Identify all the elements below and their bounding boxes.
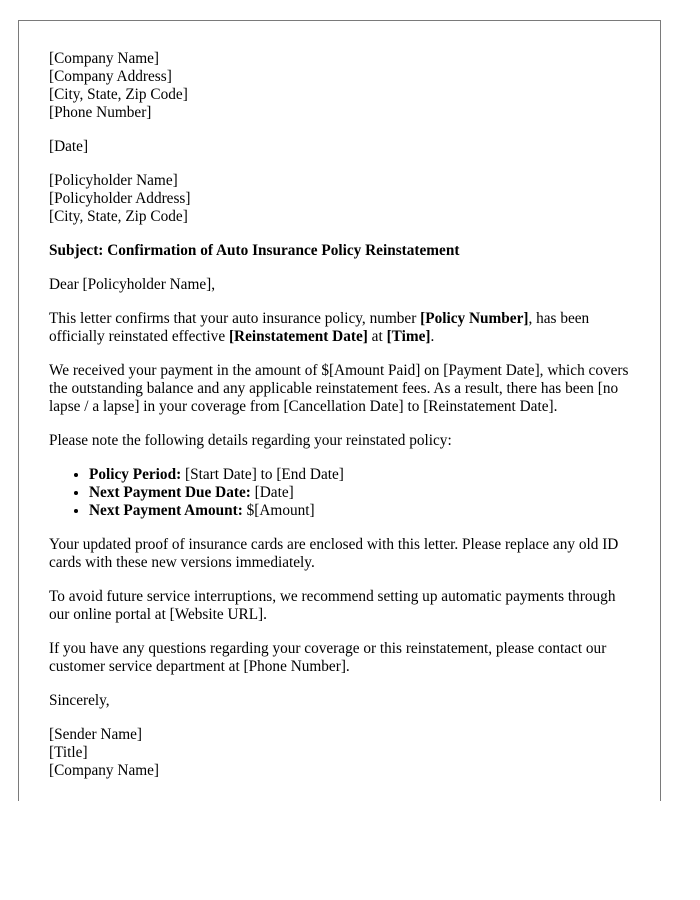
reinstatement-time: [Time] xyxy=(386,328,431,345)
recipient-city-state-zip: [City, State, Zip Code] xyxy=(49,208,188,225)
closing: Sincerely, xyxy=(49,692,110,709)
details-intro-paragraph: Please note the following details regarding your reinstated policy: xyxy=(49,432,452,449)
policy-period-label: Policy Period: xyxy=(89,466,182,483)
recipient-address-block xyxy=(49,172,630,226)
sender-company-name: [Company Name] xyxy=(49,50,160,67)
insurance-cards-paragraph: Your updated proof of insurance cards are enclosed with this letter. Please replace any old ID cards with these new versions immediately. xyxy=(49,536,619,571)
policy-period-value: [Start Date] to [End Date] xyxy=(181,466,344,483)
contact-paragraph: If you have any questions regarding your coverage or this reinstatement, please contact our customer service department at [Phone Number]. xyxy=(49,640,607,675)
subject-line: Subject: Confirmation of Auto Insurance Policy Reinstatement xyxy=(49,242,460,259)
confirmation-text-1: This letter confirms that your auto insurance policy, number xyxy=(49,310,421,327)
sender-address-block xyxy=(49,50,630,122)
confirmation-text-4: . xyxy=(430,328,435,345)
autopay-paragraph: To avoid future service interruptions, we recommend setting up automatic payments through our online portal at [Website URL]. xyxy=(49,588,616,623)
next-payment-due-label: Next Payment Due Date: xyxy=(89,484,251,501)
signature-sender-name: [Sender Name] xyxy=(49,726,143,743)
next-payment-amount-label: Next Payment Amount: xyxy=(89,502,243,519)
list-item xyxy=(89,466,630,484)
payment-paragraph: We received your payment in the amount of $[Amount Paid] on [Payment Date], which covers the outstanding balance and any applicable reinstatement fees. As a result, there has been [no lapse / a lapse] in your coverage from [Cancellation Date] to [Reinstatement Date]. xyxy=(49,362,629,415)
policy-number: [Policy Number] xyxy=(420,310,529,327)
signature-block xyxy=(49,726,630,780)
list-item xyxy=(89,484,630,502)
confirmation-text-2: , has been officially reinstated effective xyxy=(49,310,590,345)
next-payment-due-value: [Date] xyxy=(250,484,294,501)
policy-details-list xyxy=(49,466,630,520)
confirmation-paragraph xyxy=(49,310,630,346)
list-item xyxy=(89,502,630,520)
next-payment-amount-value: $[Amount] xyxy=(242,502,315,519)
signature-company-name: [Company Name] xyxy=(49,762,160,779)
sender-phone-number: [Phone Number] xyxy=(49,104,152,121)
reinstatement-date: [Reinstatement Date] xyxy=(228,328,368,345)
confirmation-text-3: at xyxy=(367,328,387,345)
letter-page xyxy=(18,20,661,801)
letter-date: [Date] xyxy=(49,138,89,155)
recipient-name: [Policyholder Name] xyxy=(49,172,178,189)
signature-title: [Title] xyxy=(49,744,88,761)
sender-city-state-zip: [City, State, Zip Code] xyxy=(49,86,188,103)
sender-company-address: [Company Address] xyxy=(49,68,172,85)
recipient-address: [Policyholder Address] xyxy=(49,190,191,207)
salutation: Dear [Policyholder Name], xyxy=(49,276,216,293)
